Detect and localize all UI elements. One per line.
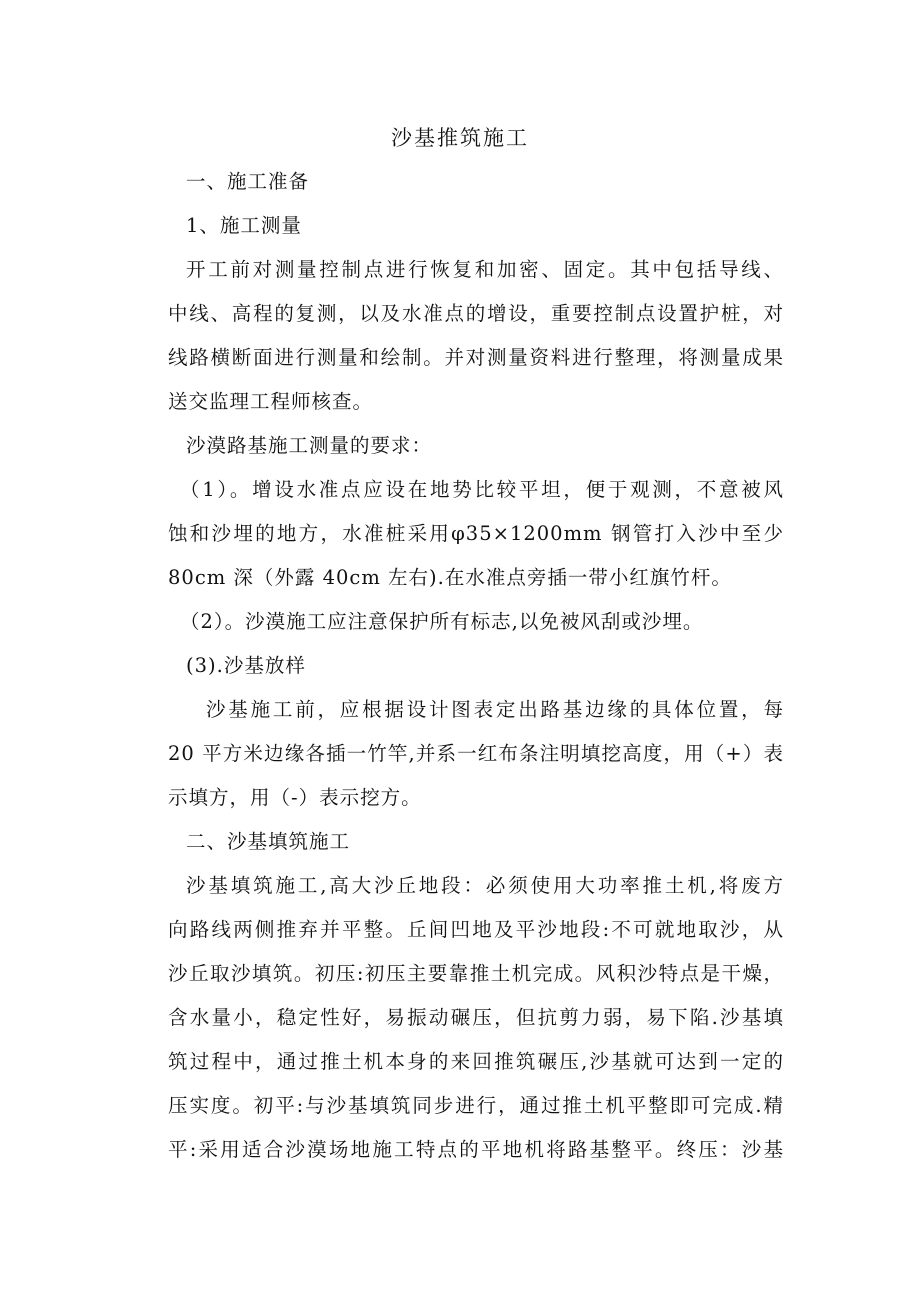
paragraph-line: 中线、高程的复测，以及水准点的增设，重要控制点设置护桩，对 — [168, 302, 784, 325]
paragraph-line: （1）。增设水准点应设在地势比较平坦，便于观测，不意被风 — [180, 478, 784, 501]
paragraph-line: 含水量小，稳定性好，易振动碾压，但抗剪力弱，易下陷.沙基填 — [168, 1006, 784, 1029]
paragraph-line: 向路线两侧推弃并平整。丘间凹地及平沙地段:不可就地取沙，从 — [168, 918, 784, 941]
paragraph-line: 80cm 深（外露 40cm 左右).在水准点旁插一带小红旗竹杆。 — [168, 566, 732, 589]
paragraph-line: 沙丘取沙填筑。初压:初压主要靠推土机完成。风积沙特点是干燥， — [168, 962, 784, 985]
paragraph-line: 平:采用适合沙漠场地施工特点的平地机将路基整平。终压：沙基 — [168, 1138, 784, 1161]
paragraph-line: 开工前对测量控制点进行恢复和加密、固定。其中包括导线、 — [186, 258, 784, 281]
paragraph-line: 送交监理工程师核查。 — [168, 390, 374, 413]
paragraph-line: 沙基填筑施工,高大沙丘地段：必须使用大功率推土机,将废方 — [186, 874, 784, 897]
section-heading-preparation: 一、施工准备 — [186, 170, 310, 193]
paragraph-line: （2）。沙漠施工应注意保护所有标志,以免被风刮或沙埋。 — [180, 610, 704, 633]
subsection-heading-survey: 1、施工测量 — [186, 214, 302, 237]
section-heading-filling: 二、沙基填筑施工 — [186, 830, 351, 853]
paragraph-line: 压实度。初平:与沙基填筑同步进行，通过推土机平整即可完成.精 — [168, 1094, 784, 1117]
paragraph-line: 蚀和沙埋的地方，水准桩采用φ35×1200mm 钢管打入沙中至少 — [168, 522, 784, 545]
paragraph-line: 沙漠路基施工测量的要求： — [186, 434, 433, 457]
document-body — [168, 167, 784, 1179]
paragraph-line: 示填方，用（-）表示挖方。 — [168, 786, 422, 809]
paragraph-line: 筑过程中，通过推土机本身的来回推筑碾压,沙基就可达到一定的 — [168, 1050, 784, 1073]
paragraph-line: 20 平方米边缘各插一竹竿,并系一红布条注明填挖高度，用（+）表 — [168, 742, 784, 765]
paragraph-line: 线路横断面进行测量和绘制。并对测量资料进行整理，将测量成果 — [168, 346, 784, 369]
document-title: 沙基推筑施工 — [391, 126, 529, 150]
subsection-heading-staking: (3).沙基放样 — [186, 654, 306, 677]
paragraph-line: 沙基施工前，应根据设计图表定出路基边缘的具体位置，每 — [206, 698, 784, 721]
